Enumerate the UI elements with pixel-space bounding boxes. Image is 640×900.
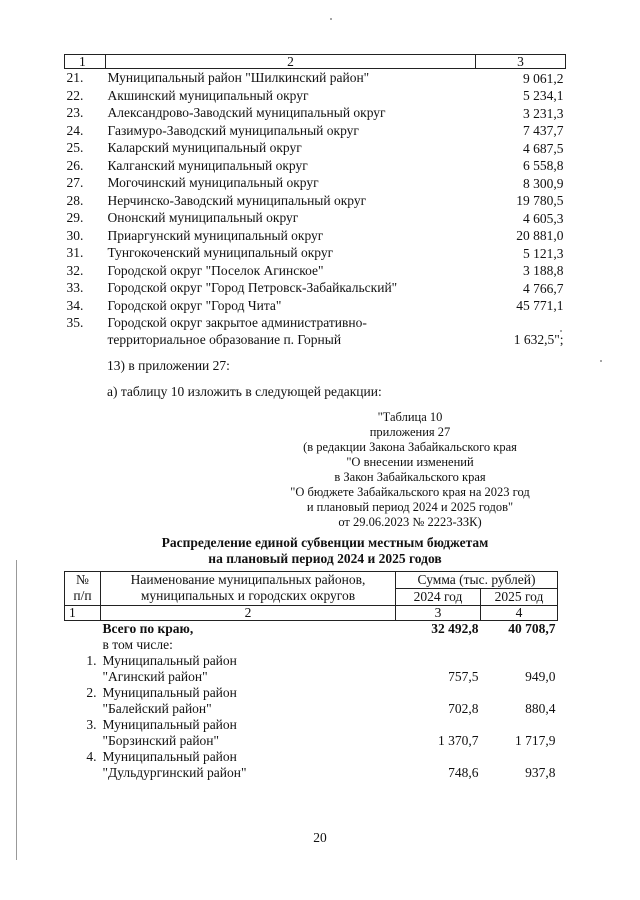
page-number: 20 xyxy=(313,830,327,845)
row-value: 5 234,1 xyxy=(523,88,564,103)
row-value: 3 188,8 xyxy=(523,263,564,278)
table-row xyxy=(65,192,566,210)
row-name-line: "Агинский район" xyxy=(102,669,208,684)
row-name-line: Муниципальный район xyxy=(102,653,237,668)
row-name: Городской округ "Город Петровск-Забайкальский" xyxy=(107,280,398,295)
col-number-3: 3 xyxy=(476,55,566,69)
row-number: 34. xyxy=(66,297,84,313)
row-value: 8 300,9 xyxy=(523,175,564,191)
paragraph-a: а) таблицу 10 изложить в следующей редакции: xyxy=(107,384,382,399)
row-name-line: "Борзинский район" xyxy=(102,733,220,748)
table-title xyxy=(90,535,560,567)
caption-line: приложения 27 xyxy=(369,425,451,439)
row-number: 25. xyxy=(66,140,84,155)
header-number xyxy=(65,572,101,606)
row-number: 1. xyxy=(86,653,97,668)
header-number-line: № xyxy=(76,572,89,587)
row-value: 5 121,3 xyxy=(523,245,564,261)
row-value-2024: 748,6 xyxy=(448,765,479,780)
row-value: 3 231,3 xyxy=(523,105,564,121)
col-number-1: 1 xyxy=(65,606,101,621)
table-row xyxy=(65,87,566,105)
row-name-line: территориальное образование п. Горный xyxy=(107,332,342,347)
caption-line: (в редакции Закона Забайкальского края xyxy=(303,440,517,454)
header-name-line: Наименование муниципальных районов, xyxy=(130,572,366,587)
header-name-line: муниципальных и городских округов xyxy=(140,588,356,603)
total-2025: 40 708,7 xyxy=(508,621,556,636)
row-name: Ононский муниципальный округ xyxy=(107,210,299,225)
header-year-2024: 2024 год xyxy=(396,589,481,606)
row-name: Могочинский муниципальный округ xyxy=(107,175,319,190)
row-value-2025: 937,8 xyxy=(525,765,556,780)
row-name: Каларский муниципальный округ xyxy=(107,140,302,155)
scan-speck xyxy=(330,18,332,20)
table-row xyxy=(65,227,566,245)
row-name: Нерчинско-Заводский муниципальный округ xyxy=(107,192,367,208)
col-number-2: 2 xyxy=(106,55,476,69)
total-row xyxy=(65,621,558,638)
subvention-table xyxy=(64,571,558,781)
title-line: Распределение единой субвенции местным бюджетам xyxy=(161,535,489,550)
row-value: 4 687,5 xyxy=(523,140,564,156)
row-name: Тунгокоченский муниципальный округ xyxy=(107,245,334,260)
row-number: 31. xyxy=(66,245,84,260)
row-name-line: Муниципальный район xyxy=(102,749,237,764)
row-number: 4. xyxy=(86,749,97,764)
row-value-2025: 880,4 xyxy=(525,701,556,716)
row-name: Александрово-Заводский муниципальный округ xyxy=(107,105,386,120)
row-number: 35. xyxy=(66,315,84,330)
row-name: Калганский муниципальный округ xyxy=(107,157,308,173)
table-row xyxy=(65,685,558,717)
row-name-line: "Дульдургинский район" xyxy=(102,765,247,780)
including-row xyxy=(65,637,558,653)
table-row xyxy=(65,653,558,685)
row-name xyxy=(106,314,476,348)
row-number: 3. xyxy=(86,717,97,732)
row-value: 1 632,5"; xyxy=(513,332,564,347)
row-value-2024: 757,5 xyxy=(448,669,479,684)
row-number: 29. xyxy=(66,210,84,225)
row-number: 26. xyxy=(66,157,84,173)
row-value-2024: 702,8 xyxy=(448,701,479,716)
row-name xyxy=(101,749,396,781)
header-sum: Сумма (тыс. рублей) xyxy=(396,572,558,589)
header-year-2025: 2025 год xyxy=(481,589,558,606)
col-number-4: 4 xyxy=(481,606,558,621)
table-row xyxy=(65,314,566,348)
row-value: 19 780,5 xyxy=(516,193,564,208)
title-line: на плановый период 2024 и 2025 годов xyxy=(208,551,442,566)
table-row xyxy=(65,262,566,280)
row-value: 6 558,8 xyxy=(523,158,564,173)
row-number: 33. xyxy=(66,280,84,295)
caption-line: "О бюджете Забайкальского края на 2023 год xyxy=(290,485,530,499)
row-number: 32. xyxy=(66,262,84,278)
caption-line: от 29.06.2023 № 2223-ЗЗК) xyxy=(338,515,482,529)
caption-line: в Закон Забайкальского края xyxy=(334,470,486,484)
table-row xyxy=(65,174,566,192)
row-name: Газимуро-Заводский муниципальный округ xyxy=(107,122,359,138)
row-name-line: "Балейский район" xyxy=(102,701,212,716)
caption-line: и плановый период 2024 и 2025 годов" xyxy=(306,500,514,514)
table-row xyxy=(65,69,566,87)
header-row xyxy=(65,572,558,589)
row-value: 9 061,2 xyxy=(523,70,564,86)
column-number-row xyxy=(65,606,558,621)
table-row xyxy=(65,244,566,262)
row-name xyxy=(101,685,396,717)
table-row xyxy=(65,749,558,781)
header-name xyxy=(101,572,396,606)
table-row xyxy=(65,209,566,227)
row-name xyxy=(101,717,396,749)
table-row xyxy=(65,104,566,122)
scan-margin-line xyxy=(16,560,17,860)
table-row xyxy=(65,157,566,175)
row-name-line: Муниципальный район xyxy=(102,685,237,700)
row-name: Приаргунский муниципальный округ xyxy=(107,227,324,243)
row-value: 4 766,7 xyxy=(523,280,564,296)
row-value-2025: 1 717,9 xyxy=(515,733,556,748)
row-number: 24. xyxy=(66,122,84,138)
col-number-2: 2 xyxy=(101,606,396,621)
table-row xyxy=(65,139,566,157)
subsidy-table-continuation xyxy=(64,54,566,348)
table-row xyxy=(65,297,566,315)
row-value: 20 881,0 xyxy=(516,228,564,243)
row-value: 4 605,3 xyxy=(523,210,564,226)
header-number-line: п/п xyxy=(73,588,92,603)
col-number-1: 1 xyxy=(65,55,106,69)
row-name: Акшинский муниципальный округ xyxy=(107,87,309,103)
total-2024: 32 492,8 xyxy=(431,621,479,636)
row-value: 45 771,1 xyxy=(516,298,564,313)
row-number: 22. xyxy=(66,87,84,103)
row-name-line: Муниципальный район xyxy=(102,717,237,732)
row-number: 21. xyxy=(66,70,84,85)
row-name-line: Городской округ закрытое административно- xyxy=(107,315,367,330)
row-number: 27. xyxy=(66,175,84,190)
caption-line: "О внесении изменений xyxy=(346,455,474,469)
paragraph-13: 13) в приложении 27: xyxy=(107,358,230,373)
row-name xyxy=(101,653,396,685)
table-caption xyxy=(260,410,560,530)
row-number: 30. xyxy=(66,227,84,243)
table-row xyxy=(65,122,566,140)
including-label: в том числе: xyxy=(102,637,173,652)
scan-speck xyxy=(600,360,602,362)
table-row xyxy=(65,279,566,297)
row-number: 23. xyxy=(66,105,84,120)
column-number-row xyxy=(65,55,566,69)
row-number: 2. xyxy=(86,685,97,700)
row-value-2024: 1 370,7 xyxy=(438,733,479,748)
col-number-3: 3 xyxy=(396,606,481,621)
total-label: Всего по краю, xyxy=(102,621,194,636)
row-number: 28. xyxy=(66,192,84,208)
table-row xyxy=(65,717,558,749)
row-value-2025: 949,0 xyxy=(525,669,556,684)
row-value: 7 437,7 xyxy=(523,123,564,138)
row-name: Муниципальный район "Шилкинский район" xyxy=(107,70,370,85)
row-name: Городской округ "Город Чита" xyxy=(107,297,282,313)
caption-line: "Таблица 10 xyxy=(377,410,443,424)
row-name: Городской округ "Поселок Агинское" xyxy=(107,262,324,278)
